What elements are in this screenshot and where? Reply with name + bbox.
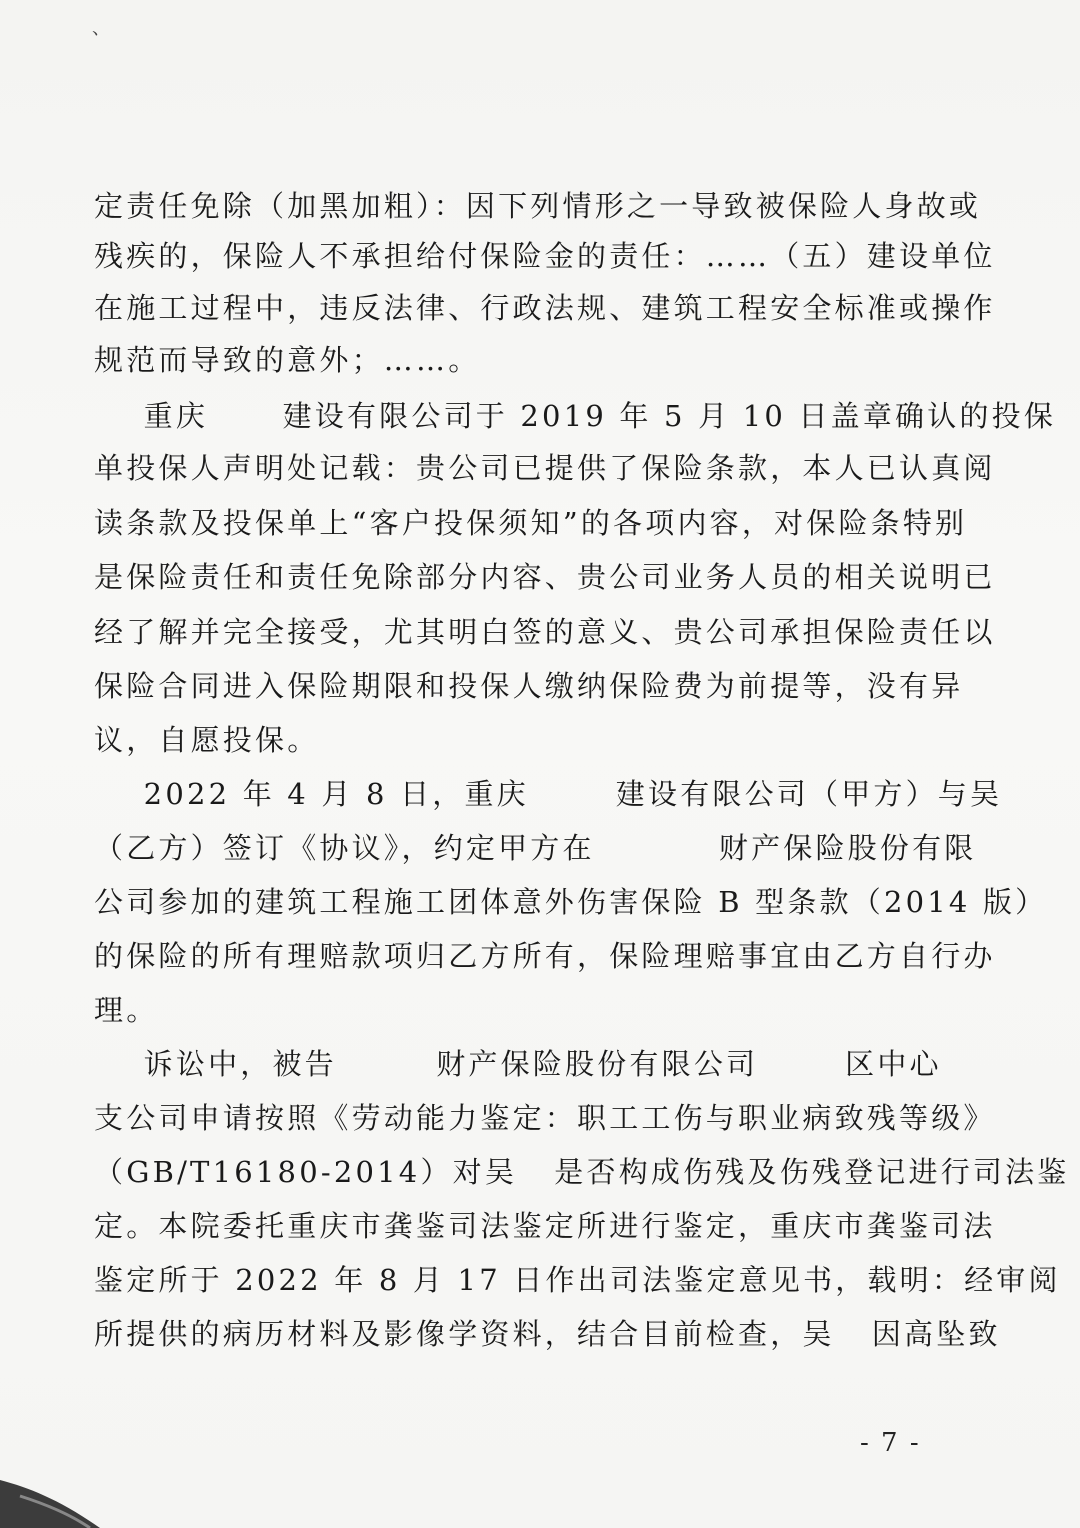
text-line: 单投保人声明处记载：贵公司已提供了保险条款，本人已认真阅	[94, 451, 996, 485]
text-line: 规范而导致的意外；……。	[94, 343, 481, 377]
text-line: 经了解并完全接受，尤其明白签的意义、贵公司承担保险责任以	[94, 615, 996, 649]
text-line: 在施工过程中，违反法律、行政法规、建筑工程安全标准或操作	[94, 291, 996, 325]
corner-tick: 、	[92, 18, 110, 39]
text-line: 支公司申请按照《劳动能力鉴定：职工工伤与职业病致残等级》	[94, 1101, 996, 1135]
text-line: 保险合同进入保险期限和投保人缴纳保险费为前提等，没有异	[94, 669, 964, 703]
text-line: 是保险责任和责任免除部分内容、贵公司业务人员的相关说明已	[94, 560, 996, 594]
text-line: 公司参加的建筑工程施工团体意外伤害保险 B 型条款（2014 版）	[94, 885, 1048, 919]
page-number: - 7 -	[860, 1428, 921, 1458]
text-line: 读条款及投保单上“客户投保须知”的各项内容，对保险条特别	[94, 506, 968, 540]
scan-shadow-mark	[0, 1470, 110, 1528]
text-line: 理。	[94, 993, 159, 1027]
text-line: 诉讼中，被告 财产保险股份有限公司 区中心	[94, 1047, 942, 1081]
text-line: 重庆 建设有限公司于 2019 年 5 月 10 日盖章确认的投保	[94, 399, 1057, 433]
text-line: 鉴定所于 2022 年 8 月 17 日作出司法鉴定意见书，载明：经审阅	[94, 1263, 1061, 1297]
text-line: 2022 年 4 月 8 日，重庆 建设有限公司（甲方）与吴	[94, 777, 1003, 811]
text-line: 定责任免除（加黑加粗）：因下列情形之一导致被保险人身故或	[94, 189, 982, 223]
text-line: 定。本院委托重庆市龚鉴司法鉴定所进行鉴定，重庆市龚鉴司法	[94, 1209, 996, 1243]
text-line: （GB/T16180-2014）对吴 是否构成伤残及伤残登记进行司法鉴	[94, 1155, 1070, 1189]
text-line: （乙方）签订《协议》，约定甲方在 财产保险股份有限	[94, 831, 977, 865]
text-line: 的保险的所有理赔款项归乙方所有，保险理赔事宜由乙方自行办	[94, 939, 996, 973]
text-line: 所提供的病历材料及影像学资料，结合目前检查，吴 因高坠致	[94, 1317, 1001, 1351]
text-line: 议，自愿投保。	[94, 723, 320, 757]
text-line: 残疾的，保险人不承担给付保险金的责任：……（五）建设单位	[94, 239, 996, 273]
